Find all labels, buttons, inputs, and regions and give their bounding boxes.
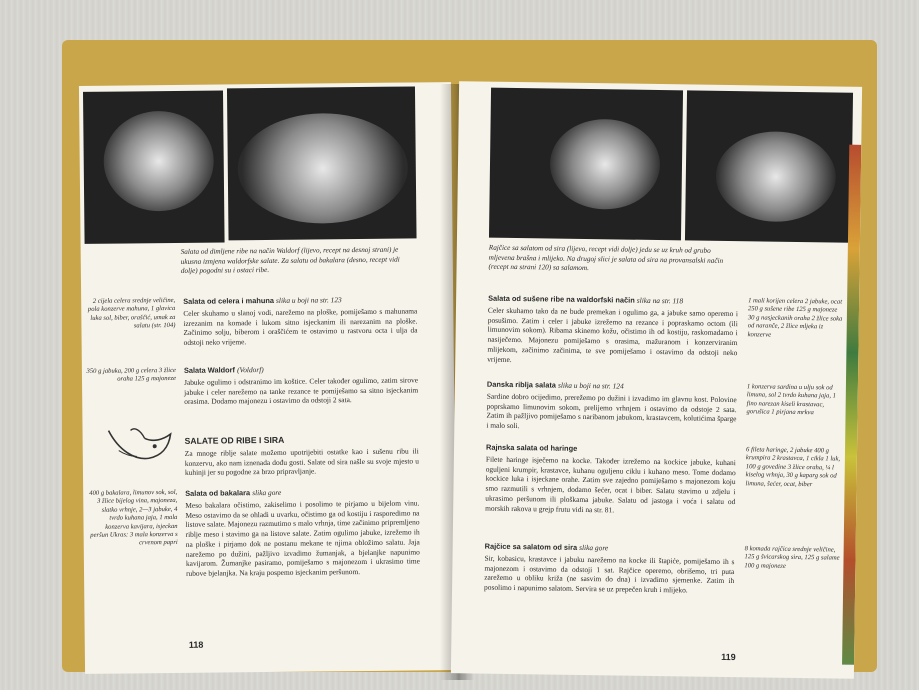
recipe-title-rajcice-sir: Rajčice sa salatom od sira slika gore xyxy=(484,541,609,553)
recipe-title-danska: Danska riblja salata slika u boji na str. 124 xyxy=(486,379,624,391)
recipe-text-danska: Sardine dobro ocijedimo, prerežemo po dužini i izvadimo im glavnu kost. Polovine poprskamo limunovim sokom, prelijemo vrhnjem i ostavimo da odstoje 2 sata. Zatim ih pažljivo pomiješamo s naribanom jabukom, krastavcem, kolutićima šparge i malo soli. xyxy=(486,391,737,431)
ingredients-bakalar: 400 g bakalara, limunov sok, sol, 3 žlice bijelog vina, majoneza, slatko vrhnje, 2—3 jabuke, 4 tvrdo kuhana jaja, 1 mala konzerva kavijara, isjeckan peršun Ukras: 3 mala konzerva s crvenom papri xyxy=(89,488,178,547)
ingredients-celer-mahune: 2 cijela celera srednje veličine, pola konzerve mahuna, 1 glavica luka sol, biber, oraščić, umak za salatu (str. 104) xyxy=(87,296,176,330)
recipe-text-rajcice-sir: Sir, kobasicu, krastavce i jabuku narežemo na kocke ili štapiće, pomiješamo ih s majonezom i ostavimo da odstoji 1 sat. Rajčice operemo, obrišemo, tri puta zarežemo u obliku križa (ne sasvim do dna) i izvadimo sjemenke. Zatim ih posolimo i napunimo salatom. Servira se uz prepečen kruh i mlijeko. xyxy=(484,553,735,595)
open-cookbook xyxy=(62,40,877,672)
ingredients-danska: 1 konzerva sardina u ulju sok od limuna, sol 2 tvrdo kuhana jaja, 1 fino narezan kiseli krastavac, gorušica 1 pirjana mrkva xyxy=(746,383,836,417)
page-number-right: 119 xyxy=(721,651,736,663)
recipe-text-rajnska: Filete haringe isječemo na kocke. Također izrežemo na kockice jabuke, kuhani oguljeni krumpir, krastavce, kuhanu oguljenu ciklu i kuhano meso. Tome dodamo kockice luka i isjeckane orahe. Zatim sve zajedno pomiješamo s majonezom koju smo razmutili s vrhnjem, dodamo šećer, ocat i biber. Salatu stavimo u zdjelu i ukrasimo peršunom ili ploškama jabuke. Salatu od jastoga i voća i salatu od morskih rakova u grejp frutu vidi na str. 81. xyxy=(485,454,736,514)
recipe-title-waldorf: Salata Waldorf (Voldorf) xyxy=(183,365,264,375)
section-title-fish-cheese: SALATE OD RIBE I SIRA xyxy=(184,434,285,446)
recipe-title-susena-riba: Salata od sušene ribe na waldorfski način slika na str. 118 xyxy=(488,293,684,306)
photo-tomatoes-cheese-salad xyxy=(489,88,683,241)
recipe-text-bakalar: Meso bakalara očistimo, zakiselimo i posolimo te pirjamo u bijelom vinu. Meso ostavimo da se ohladi u uvarku, očistimo ga od kostiju i rasporedimo na listove salate. Majonezu razmutimo s malo vrhnja, time začinimo pripremljeno riblje meso i stavimo ga na listove salate. Zatim ogulimo jabuke, izrežemo ih na ploške i pirjamo dok ne postanu mekane te njima obložimo salatu. Jaja narežemo po dužini, pažljivo izvadimo žumanjak, a bjelanjke napunimo kavijarom. Žumanjke pasiramo, pomiješamo s majonezom i ukrasimo time rubove bjelanjka. Na kraju pospemo isjeckanim peršunom. xyxy=(185,498,420,578)
recipe-text-susena-riba: Celer skuhamo tako da ne bude premekan i ogulimo ga, a jabuke samo operemo i posušimo. Zatim i celer i jabuke izrežemo na rezance i popraskamo octom (ili limunovim sokom). Ribama skinemo kožu, očistimo ih od kostiju, raskomadamo i nasiječemo. Majonezu pomiješamo s orasima, mažuranom i konzerviranim mlijekom, začinimo začinima, te sve pomiješamo i ostavimo da odstoji neko vrijeme. xyxy=(487,305,738,364)
left-page xyxy=(79,82,457,674)
recipe-title-celer-mahune: Salata od celera i mahuna slika u boji na str. 123 xyxy=(183,295,342,306)
recipe-title-rajnska: Rajnska salata od haringe xyxy=(485,442,578,453)
right-photo-caption: Rajčice sa salatom od sira (lijevo, recept vidi dolje) jedu se uz kruh od grubo mljevena brašna i mlijeko. Na drugoj slici je salata od sira na provansalski način (recept na strani 120) sa salamom. xyxy=(488,243,724,273)
recipe-text-celer-mahune: Celer skuhamo u slanoj vodi, narežemo na ploške, pomiješamo s mahunama izrezanim na komade i lukom sitno isjeckanim ili narezanim na ploške. Začinimo solju, biberom i oraščićem te ostavimo u rastvoru octa i ulja da odstoji neko vrijeme. xyxy=(183,306,418,347)
ingredients-susena-riba: 1 mali korijen celera 2 jabuke, ocat 250 g sušene ribe 125 g majoneze 30 g nasjeckanih oraha 2 žlice soka od naranče, 2 žlice mljeka iz konzerve xyxy=(747,297,843,339)
ingredients-rajnska: 6 fileta haringe, 2 jabuke 400 g krumpira 2 krastavca, 1 cikla 1 luk, 100 g govedine 3 žlice oraha, ¼ l kiselog vrhnja, 30 g kaparg sok od limuna, šećer, ocat, biber xyxy=(745,446,841,488)
ingredients-waldorf: 350 g jabuka, 200 g celera 3 žlice oraha 125 g majoneze xyxy=(86,366,177,383)
photo-glass-bowl-salad xyxy=(83,90,225,243)
recipe-title-bakalar: Salata od bakalara slika gore xyxy=(185,487,282,498)
page-number-left: 118 xyxy=(188,639,204,650)
fish-illustration xyxy=(104,420,175,471)
ingredients-rajcice-sir: 8 komada rajčica srednje veličine, 125 g švicarskog sira, 125 g salame 100 g majoneze xyxy=(744,545,840,570)
photo-stuffed-eggs-platter xyxy=(227,86,417,240)
photo-provencal-cheese-salad xyxy=(685,90,853,242)
section-intro: Za mnoge riblje salate možemo upotrijebiti ostatke kao i sušenu ribu ili konzervu, ako nam iznenada dođu gosti. Salate od sira našle su svoje mjesto u kuhinji jer su pogodne za brzo pripravljanje. xyxy=(184,446,419,478)
right-page xyxy=(451,81,862,679)
recipe-text-waldorf: Jabuke ogulimo i odstranimo im koštice. Celer također ogulimo, zatim sirove jabuke i celer narežemo na tanke rezance te pomiješamo sa sitno isjeckanim orasima. Dodamo majonezu i ostavimo da odstoji 2 sata. xyxy=(183,375,419,407)
left-photo-caption: Salata od dimljene ribe na način Waldorf (lijevo, recept na desnoj strani) je ukusna izmjena waldorfske salate. Za salatu od bakalara (desno, recept vidi dolje) pogodni su i ostaci ribe. xyxy=(180,245,400,276)
